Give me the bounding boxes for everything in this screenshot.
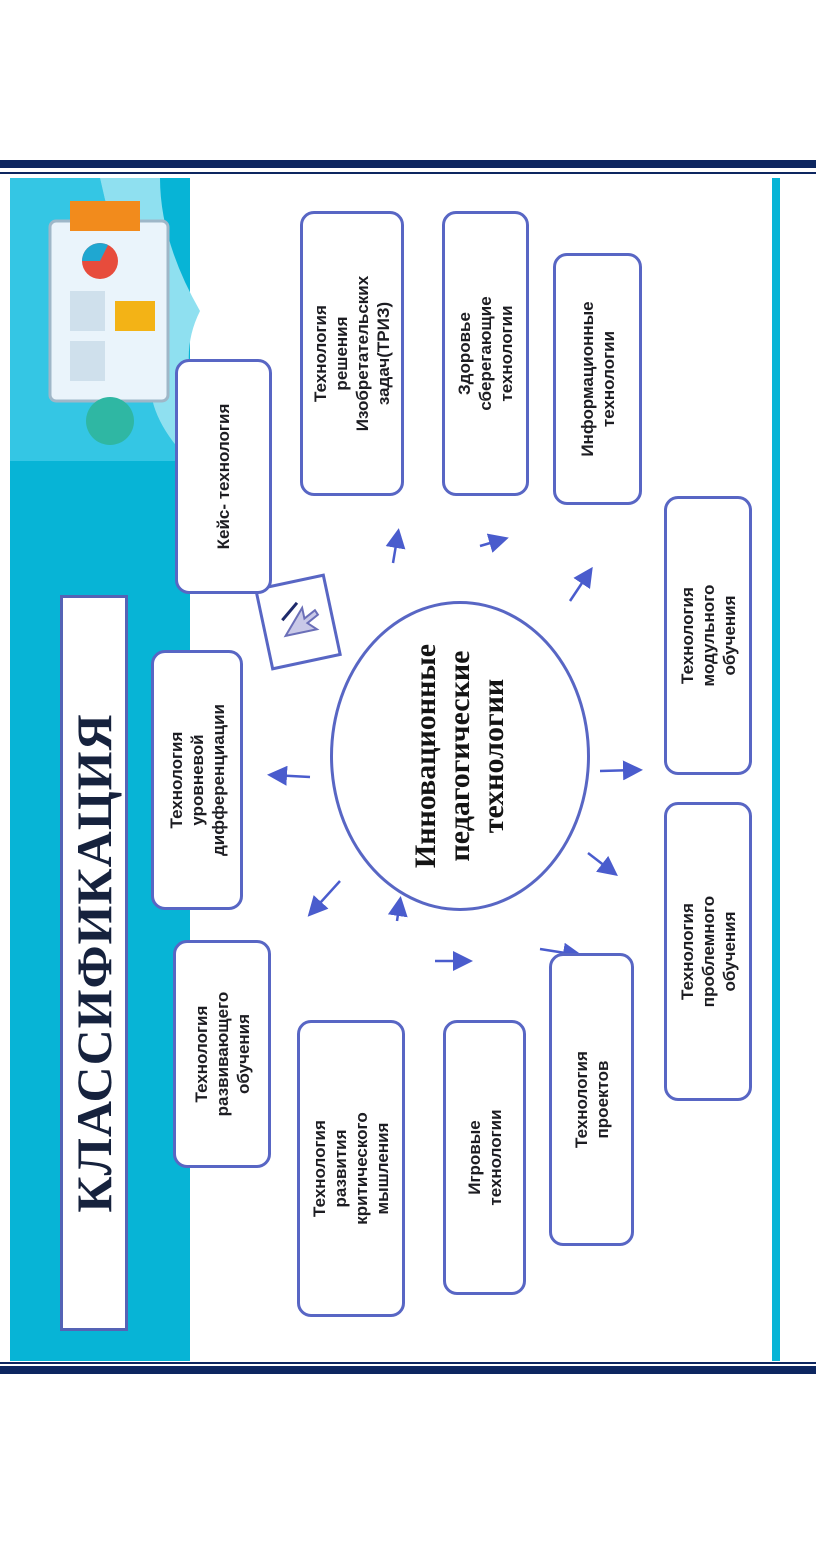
node-information: Информационные технологии (553, 253, 642, 505)
bottom-frame-thin-line (0, 1362, 816, 1364)
slide-title: КЛАССИФИКАЦИЯ (66, 713, 122, 1213)
node-level-differentiation: Технология уровневой дифференциации (151, 650, 243, 910)
node-modular: Технология модульного обучения (664, 496, 752, 775)
node-triz: Технология решения Изобретательских задач(ТРИЗ) (300, 211, 404, 496)
cursor-icon (258, 577, 339, 667)
node-health-saving: Здоровье сберегающие технологии (442, 211, 529, 496)
bottom-frame-line (0, 1366, 816, 1374)
center-node: Инновационные педагогические технологии (330, 601, 590, 911)
node-developing: Технология развивающего обучения (173, 940, 271, 1168)
node-critical-thinking: Технология развития критического мышления (297, 1020, 405, 1317)
node-projects: Технология проектов (549, 953, 634, 1246)
classification-slide (10, 178, 780, 1361)
node-problem: Технология проблемного обучения (664, 802, 752, 1101)
node-games: Игровые технологии (443, 1020, 526, 1295)
top-frame-thin-line (0, 172, 816, 174)
node-case-technology: Кейс- технология (175, 359, 272, 594)
top-frame-line (0, 160, 816, 168)
